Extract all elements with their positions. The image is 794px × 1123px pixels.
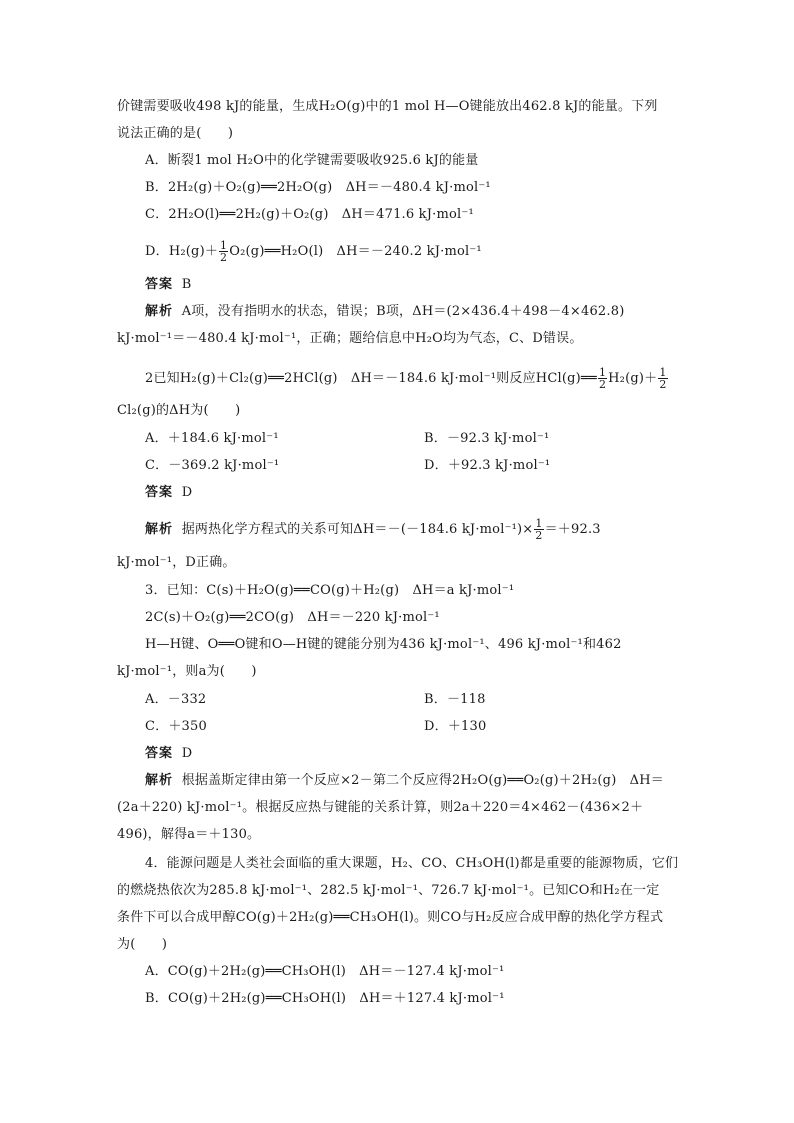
q4-option-a: A．CO(g)＋2H₂(g)══CH₃OH(l) ΔH＝－127.4 kJ·mol⁻¹ [145,964,505,979]
q1-option-a: A．断裂1 mol H₂O中的化学键需要吸收925.6 kJ的能量 [145,153,479,168]
analysis-label: 解析 [145,304,174,319]
fraction-one-half: $\frac{1}{2}$ [220,239,228,264]
q1-option-d-post: O₂(g)══H₂O(l) ΔH＝－240.2 kJ·mol⁻¹ [229,244,482,259]
analysis-label: 解析 [145,522,174,537]
answer-label: 答案 [145,746,174,761]
q3-option-d: D．＋130 [424,719,487,734]
answer-label: 答案 [145,277,174,292]
q1-option-d-pre: D．H₂(g)＋ [145,244,219,259]
q2-option-d: D．＋92.3 kJ·mol⁻¹ [424,458,551,473]
q4-stem-line-3: 条件下可以合成甲醇CO(g)＋2H₂(g)══CH₃OH(l)。则CO与H₂反应合成甲醇的热化学方程式 [117,910,664,925]
q2-stem-line-1: 2已知H₂(g)＋Cl₂(g)══2HCl(g) ΔH＝－184.6 kJ·mol⁻¹则反应HCl(g)══ $\frac{1}{2}$ H₂(g)＋ $\frac{1}{2}$ [145,366,667,391]
q1-answer [145,276,191,294]
q3-analysis-line-1: 解析 根据盖斯定律由第一个反应×2－第二个反应得2H₂O(g)══O₂(g)＋2H₂(g) ΔH＝ [145,773,664,788]
q3-option-b: B．－118 [424,692,486,707]
q2-option-b: B．－92.3 kJ·mol⁻¹ [424,431,550,446]
q3-stem-line-4: kJ·mol⁻¹，则a为( ) [117,664,257,679]
q4-stem-line-2: 的燃烧热依次为285.8 kJ·mol⁻¹、282.5 kJ·mol⁻¹、726.7 kJ·mol⁻¹。已知CO和H₂在一定 [117,883,660,898]
fraction-one-half: $\frac{1}{2}$ [659,366,667,391]
q4-option-b: B．CO(g)＋2H₂(g)══CH₃OH(l) ΔH＝＋127.4 kJ·mol⁻¹ [145,991,505,1006]
q1-option-c: C．2H₂O(l)══2H₂(g)＋O₂(g) ΔH＝471.6 kJ·mol⁻¹ [145,207,474,222]
q2-stem-line-2: Cl₂(g)的ΔH为( ) [117,403,241,418]
q3-option-a: A．－332 [145,692,207,707]
answer-value: D [181,746,193,761]
answer-label: 答案 [145,485,174,500]
intro-line-1: 价键需要吸收498 kJ的能量，生成H₂O(g)中的1 mol H—O键能放出462.8 kJ的能量。下列 [117,99,658,114]
q3-stem-line-3: H—H键、O══O键和O—H键的键能分别为436 kJ·mol⁻¹、496 kJ·mol⁻¹和462 [145,637,622,652]
fraction-one-half: $\frac{1}{2}$ [535,517,543,542]
q2-option-a: A．＋184.6 kJ·mol⁻¹ [145,431,279,446]
q1-option-b: B．2H₂(g)＋O₂(g)══2H₂O(g) ΔH＝－480.4 kJ·mol⁻¹ [145,180,491,195]
q4-stem-line-1: 4．能源问题是人类社会面临的重大课题，H₂、CO、CH₃OH(l)都是重要的能源物质，它们 [145,856,679,871]
q1-analysis-line-2: kJ·mol⁻¹＝－480.4 kJ·mol⁻¹，正确；题给信息中H₂O均为气态，C、D错误。 [117,331,583,346]
fraction-one-half: $\frac{1}{2}$ [598,366,607,391]
answer-value: D [181,485,193,500]
q3-stem-line-1: 3．已知：C(s)＋H₂O(g)══CO(g)＋H₂(g) ΔH＝a kJ·mol⁻¹ [145,583,515,598]
q3-stem-line-2: 2C(s)＋O₂(g)══2CO(g) ΔH＝－220 kJ·mol⁻¹ [145,610,440,625]
q3-answer [145,745,192,763]
q2-option-c: C．－369.2 kJ·mol⁻¹ [145,458,280,473]
q3-analysis-line-2: (2a＋220) kJ·mol⁻¹。根据反应热与键能的关系计算，则2a＋220＝4×462－(436×2＋ [117,800,644,815]
q1-option-d [145,240,482,263]
q1-analysis-line-1: 解析 A项，没有指明水的状态，错误；B项，ΔH＝(2×436.4＋498－4×462.8) [145,304,625,319]
q3-option-c: C．＋350 [145,719,207,734]
answer-value: B [181,277,192,292]
q3-analysis-line-3: 496)，解得a＝＋130。 [117,827,261,842]
q2-analysis-line-1: 解析 据两热化学方程式的关系可知ΔH＝－(－184.6 kJ·mol⁻¹)× $\frac{1}{2}$ ＝＋92.3 [145,517,601,542]
q2-answer [145,484,192,502]
q2-analysis-line-2: kJ·mol⁻¹，D正确。 [117,555,236,570]
intro-line-2: 说法正确的是( ) [117,126,234,141]
analysis-label: 解析 [145,773,174,788]
q4-stem-line-4: 为( ) [117,937,168,952]
